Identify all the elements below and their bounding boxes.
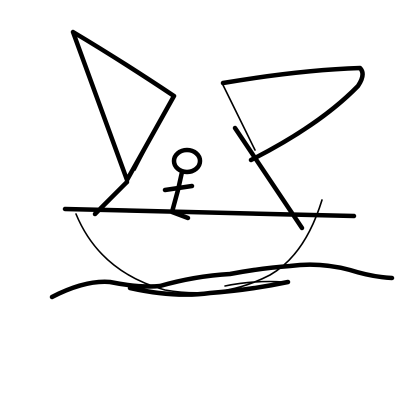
left-sail-mast-line — [135, 104, 169, 170]
right-sail-mast-line — [223, 85, 255, 150]
sailor-head — [174, 150, 200, 172]
right-sail — [223, 68, 363, 228]
right-sail-outline — [223, 68, 363, 160]
left-sail — [73, 32, 174, 214]
boat-deck-line — [65, 209, 354, 216]
sailor-figure — [165, 150, 200, 218]
left-sail-outline — [73, 32, 174, 180]
sailor-arms — [165, 186, 192, 190]
waves — [52, 265, 392, 297]
